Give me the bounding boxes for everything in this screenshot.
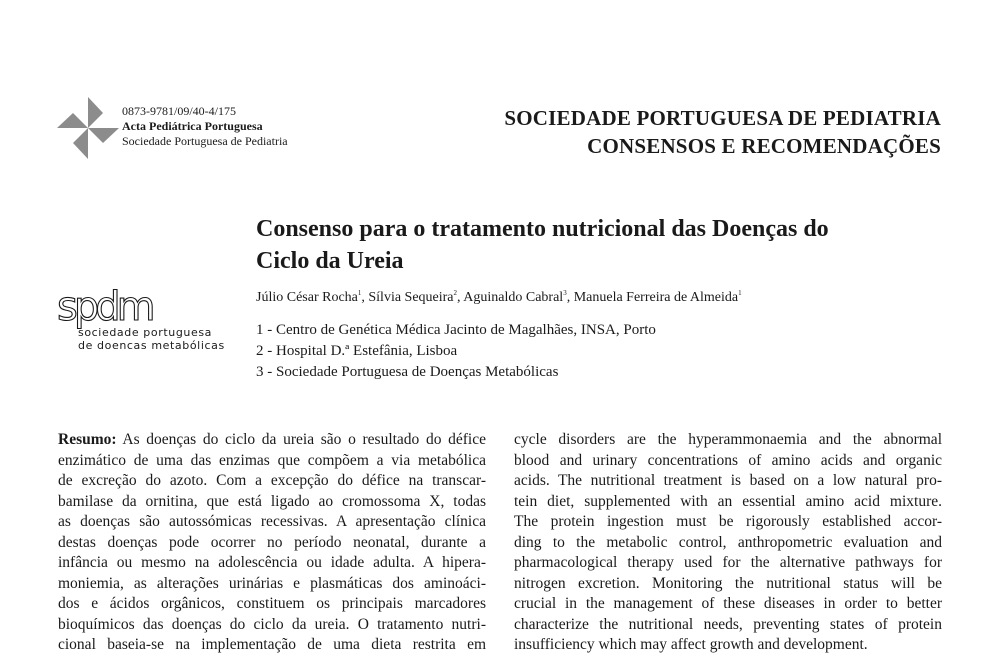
abstract-line: pharmacological therapy used for the alternative pathways for — [514, 554, 942, 571]
abstract-line: The protein ingestion must be rigorously established accor- — [514, 513, 942, 530]
affiliation: 2 - Hospital D.ª Estefânia, Lisboa — [256, 343, 458, 359]
article-title-line1: Consenso para o tratamento nutricional das Doenças do — [256, 216, 829, 242]
author: Manuela Ferreira de Almeida$^1$ — [573, 289, 742, 305]
abstract-line: blood and urinary concentrations of amino acids and organic — [514, 451, 942, 469]
spdm-mark-icon — [56, 276, 152, 330]
abstract-line: cional baseia-se na implementação de uma dieta restrita em — [58, 636, 486, 653]
journal-publisher: Sociedade Portuguesa de Pediatria — [122, 134, 288, 148]
abstract-line: as doenças são autossómicas recessivas. A apresentação clínica — [58, 513, 486, 530]
spdm-logo-line1: sociedade portuguesa — [78, 326, 213, 339]
society-header-line2: CONSENSOS E RECOMENDAÇÕES — [587, 134, 941, 158]
abstract-line: de excreção do azoto. Com a excepção do défice na transcar- — [58, 472, 486, 489]
abstract-line: destas doenças pode ocorrer no período neonatal, durante a — [58, 533, 486, 551]
abstract-line: bioquímicos das doenças do ciclo da ureia. O tratamento nutri- — [58, 615, 486, 633]
article-title — [256, 213, 956, 277]
abstract-en — [514, 430, 942, 656]
svg-text:spdm: spdm — [57, 284, 152, 330]
abstract-label: Resumo: — [58, 431, 117, 448]
abstract-line: nitrogen excretion. Monitoring the nutritional status will be — [514, 574, 942, 592]
article-title-line2: Ciclo da Ureia — [256, 248, 404, 274]
abstract-line: enzimático de uma das enzimas que compõem a via metabólica — [58, 451, 486, 469]
spdm-logo-line2: de doencas metabólicas — [78, 339, 225, 352]
abstract-line: insufficiency which may affect growth and development. — [514, 636, 868, 653]
abstract-line: acids. The nutritional treatment is based on a low natural pro- — [514, 472, 942, 489]
affiliation: 1 - Centro de Genética Médica Jacinto de Magalhães, INSA, Porto — [256, 322, 656, 338]
society-header — [504, 104, 941, 160]
author-list — [256, 289, 742, 306]
abstract-line: tein diet, supplemented with an essential amino acid mixture. — [514, 492, 942, 510]
abstract-line: characterize the nutritional needs, preventing states of protein — [514, 615, 942, 633]
journal-meta — [122, 104, 288, 149]
abstract-line: Resumo: As doenças do ciclo da ureia são o resultado do défice — [58, 431, 486, 448]
abstract-line: moniemia, as alterações urinárias e plasmáticas dos aminoáci- — [58, 574, 486, 592]
abstract-line: cycle disorders are the hyperammonaemia and the abnormal — [514, 431, 942, 448]
author: Aguinaldo Cabral$^3$, — [463, 289, 574, 305]
spdm-logo — [56, 276, 226, 366]
author: Júlio César Rocha$^1$, — [256, 289, 369, 305]
author: Sílvia Sequeira$^2$, — [368, 289, 464, 305]
abstract-line: bamilase da ornitina, que está ligado ao cromossoma X, todas — [58, 492, 486, 510]
abstract-line: infância ou mesmo na adolescência ou idade adulta. A hipera- — [58, 554, 486, 571]
affiliation-list — [256, 320, 656, 383]
abstract-line: crucial in the management of these diseases in order to better — [514, 595, 942, 612]
affiliation: 3 - Sociedade Portuguesa de Doenças Metabólicas — [256, 364, 559, 380]
abstract-line: dos e ácidos orgânicos, constituem os principais marcadores — [58, 595, 486, 612]
spp-logo-icon — [57, 97, 119, 159]
abstract-pt — [58, 430, 486, 656]
spdm-logo-text — [78, 326, 225, 352]
journal-name: Acta Pediátrica Portuguesa — [122, 119, 263, 133]
journal-issn: 0873-9781/09/40-4/175 — [122, 104, 236, 118]
abstract-line: ding to the metabolic control, anthropometric evaluation and — [514, 533, 942, 551]
society-header-line1: SOCIEDADE PORTUGUESA DE PEDIATRIA — [504, 106, 941, 130]
